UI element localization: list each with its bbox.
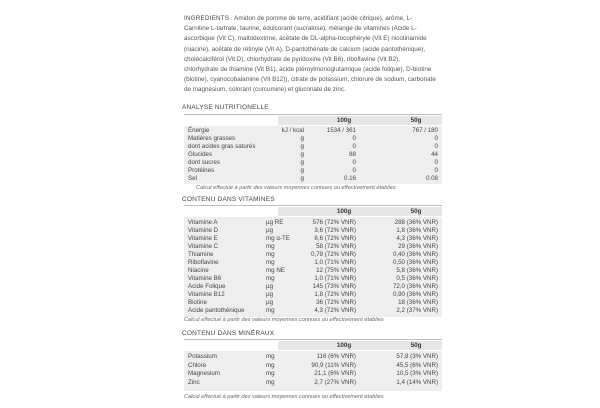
ingredients-line: (acide pantothénique), cholécalciférol (Vit D), chlorhydrate de pyridoxine (Vit B6), <box>184 45 426 63</box>
minerals-row <box>184 379 442 387</box>
vitamins-cell-v2: 18 (36% VNR) <box>398 299 438 306</box>
minerals-table <box>184 339 442 405</box>
vitamins-row <box>184 283 442 291</box>
vitamins-cell-v2: 0,5 (36% VNR) <box>396 275 438 282</box>
vitamins-cell-v1: 12 (75% VNR) <box>316 267 356 274</box>
vitamins-row <box>184 259 442 267</box>
vitamins-cell-unit: mg NE <box>266 267 285 274</box>
vitamins-cell-name: Niacine <box>188 267 209 274</box>
minerals-cell-v1: 21,1 (6% VNR) <box>314 370 356 377</box>
vitamins-cell-v1: 1,0 (71% VNR) <box>314 259 356 266</box>
nutrition-row <box>184 135 442 143</box>
nutrition-cell-v1: 0 <box>352 143 356 150</box>
vitamins-cell-unit: mg <box>266 259 275 266</box>
nutrition-cell-v1: 88 <box>349 151 356 158</box>
vitamins-cell-name: Vitamine D <box>188 227 219 234</box>
vitamins-cell-unit: µg RE <box>266 219 284 226</box>
ingredients-label: INGREDIENTS <box>184 15 230 22</box>
vitamins-cell-v1: 576 (72% VNR) <box>312 219 356 226</box>
vitamins-row <box>184 267 442 275</box>
vitamins-cell-v2: 72,0 (36% VNR) <box>392 283 438 290</box>
nutrition-row <box>184 159 442 167</box>
nutrition-cell-v2: 0 <box>434 143 438 150</box>
vitamins-cell-unit: mg <box>266 243 275 250</box>
vitamins-cell-unit: µg <box>266 283 274 290</box>
vitamins-cell-v1: 36 (72% VNR) <box>316 299 356 306</box>
minerals-note: Calcul effectué à partir des valeurs moyennes connues ou effectivement établies <box>184 394 384 400</box>
vitamins-cell-v2: 0,40 (36% VNR) <box>392 251 438 258</box>
vitamins-cell-name: Vitamine B6 <box>188 275 222 282</box>
minerals-cell-name: Magnesium <box>188 370 220 377</box>
nutrition-cell-unit: g <box>300 175 304 182</box>
vitamins-cell-name: Vitamine C <box>188 243 219 250</box>
nutrition-row <box>184 151 442 159</box>
vitamins-cell-v2: 2,2 (37% VNR) <box>396 307 438 314</box>
nutrition-table <box>184 114 442 196</box>
vitamins-cell-name: Riboflavine <box>188 259 219 266</box>
minerals-cell-unit: mg <box>266 378 275 386</box>
vitamins-cell-unit: µg <box>266 299 274 306</box>
minerals-cell-unit: mg <box>266 361 275 369</box>
minerals-cell-v2: 45,5 (6% VNR) <box>396 361 438 369</box>
vitamins-cell-unit: mg α-TE <box>266 235 290 242</box>
vitamins-cell-name: Biotine <box>188 299 207 306</box>
vitamins-cell-unit: µg <box>266 227 274 234</box>
vitamins-cell-unit: µg <box>266 291 274 298</box>
nutrition-cell-name: Glucides <box>188 151 213 158</box>
nutrition-note: Calcul effectué à partir des valeurs moyennes connues ou effectivement établies <box>196 185 396 191</box>
vitamins-row <box>184 235 442 243</box>
vitamins-cell-v2: 1,8 (36% VNR) <box>396 227 438 234</box>
vitamins-col-100g: 100g <box>336 208 352 215</box>
nutrition-row <box>184 127 442 135</box>
minerals-cell-v2: 10,5 (3% VNR) <box>396 370 438 377</box>
nutrition-cell-unit: kJ / kcal <box>281 127 304 134</box>
minerals-row <box>184 362 442 370</box>
ingredients-text <box>184 14 436 96</box>
nutrition-cell-v2: 0 <box>434 159 438 166</box>
nutrition-cell-v1: 0.16 <box>343 175 356 182</box>
vitamins-cell-v2: 29 (36% VNR) <box>398 243 438 250</box>
ingredients-line: riboflavine (Vit B2), chlorhydrate de thiamine (Vit B1), acide ptéroylmonoglutamique <box>184 55 400 74</box>
nutrition-cell-name: dont sucres <box>188 159 220 166</box>
nutrition-row <box>184 175 442 183</box>
ingredients-line: nicotinamide (niacine), acétate de rétinyle (Vit A), D-pantothénate de calcium <box>184 35 427 53</box>
nutrition-cell-v2: 0.08 <box>425 175 438 182</box>
nutrition-cell-name: Protéines <box>188 167 215 174</box>
vitamins-cell-unit: mg <box>266 275 275 282</box>
vitamins-cell-name: Vitamine A <box>188 219 218 226</box>
ingredients-line: Carnitine L-tartrate, taurine, édulcorant (sucralose), mélange de vitamines (Acide L- <box>184 25 417 33</box>
vitamins-cell-v2: 0,90 (36% VNR) <box>392 291 438 298</box>
vitamins-row <box>184 243 442 251</box>
minerals-row <box>184 353 442 361</box>
vitamins-cell-name: Acide pantothénique <box>188 307 245 314</box>
ingredients-line: de zinc. <box>324 86 346 94</box>
nutrition-col-50g: 50g <box>410 117 422 124</box>
vitamins-cell-name: Thiamine <box>188 251 214 258</box>
vitamins-cell-name: Vitamine E <box>188 235 218 242</box>
nutrition-cell-name: Énergie <box>188 127 210 134</box>
minerals-cell-v2: 57,8 (3% VNR) <box>396 353 438 360</box>
vitamins-note: Calcul effectué à partir des valeurs moyennes connues ou effectivement établies <box>184 317 384 323</box>
ingredients-line: (acide folique), D-biotine (biotine), cyanocobalamine (Vit B12)), citrate de potassium, <box>184 66 432 84</box>
minerals-cell-unit: mg <box>266 353 275 360</box>
minerals-cell-name: Zinc <box>188 378 200 386</box>
minerals-col-100g: 100g <box>336 342 352 349</box>
vitamins-row <box>184 251 442 259</box>
vitamins-cell-name: Vitamine B12 <box>188 291 225 298</box>
nutrition-cell-v1: 0 <box>352 167 356 174</box>
vitamins-row <box>184 307 442 315</box>
minerals-row <box>184 370 442 378</box>
nutrition-row <box>184 143 442 151</box>
vitamins-title: CONTENU DANS VITAMINES <box>182 196 275 203</box>
nutrition-cell-unit: g <box>300 151 304 158</box>
nutrition-cell-v1: 1534 / 361 <box>326 127 356 134</box>
vitamins-row <box>184 219 442 227</box>
nutrition-cell-name: dont acides gras saturés <box>188 143 256 150</box>
nutrition-title: ANALYSE NUTRITIONELLE <box>182 104 269 111</box>
minerals-col-50g: 50g <box>410 342 422 349</box>
vitamins-col-50g: 50g <box>410 208 422 215</box>
vitamins-cell-v2: 0,50 (36% VNR) <box>392 259 438 266</box>
vitamins-cell-v1: 8,6 (72% VNR) <box>314 235 356 242</box>
nutrition-row <box>184 167 442 175</box>
minerals-cell-v2: 1,4 (14% VNR) <box>396 378 438 386</box>
ingredients-line: ascorbique (Vit C), maltodextrine, acétate de DL-alpha-tocophéryle (Vit E) <box>184 35 390 43</box>
vitamins-cell-unit: mg <box>266 251 275 258</box>
vitamins-table <box>184 205 442 325</box>
nutrition-cell-v2: 0 <box>434 135 438 142</box>
vitamins-cell-v1: 0,79 (72% VNR) <box>310 251 356 258</box>
minerals-cell-v1: 90,9 (11% VNR) <box>311 361 356 369</box>
vitamins-cell-v2: 288 (36% VNR) <box>394 219 438 226</box>
minerals-cell-v1: 116 (6% VNR) <box>316 353 356 360</box>
nutrition-cell-name: Matières grasses <box>188 135 236 142</box>
nutrition-col-100g: 100g <box>336 117 352 124</box>
vitamins-cell-v2: 4,3 (36% VNR) <box>396 235 438 242</box>
nutrition-cell-v1: 0 <box>352 159 356 166</box>
nutrition-cell-v2: 767 / 180 <box>412 127 438 134</box>
nutrition-cell-unit: g <box>300 167 304 174</box>
nutrition-cell-v2: 0 <box>434 167 438 174</box>
ingredients-line: Amidon de pomme de terre, acidifiant (acide citrique), arôme, L- <box>234 15 413 22</box>
nutrition-cell-v1: 0 <box>352 135 356 142</box>
minerals-cell-name: Chlore <box>188 361 207 369</box>
vitamins-cell-v2: 5,8 (36% VNR) <box>396 267 438 274</box>
vitamins-cell-v1: 1,8 (72% VNR) <box>314 291 356 298</box>
vitamins-row <box>184 299 442 307</box>
minerals-cell-unit: mg <box>266 370 275 377</box>
nutrition-cell-unit: g <box>300 143 304 150</box>
vitamins-row <box>184 275 442 283</box>
vitamins-cell-v1: 3,6 (72% VNR) <box>314 227 356 234</box>
minerals-title: CONTENU DANS MINÉRAUX <box>182 330 275 337</box>
vitamins-cell-v1: 58 (72% VNR) <box>316 243 356 250</box>
vitamins-row <box>184 227 442 235</box>
nutrition-cell-unit: g <box>300 159 304 166</box>
vitamins-cell-name: Acide Folique <box>188 283 226 290</box>
vitamins-cell-unit: mg <box>266 307 275 314</box>
nutrition-cell-unit: g <box>300 135 304 142</box>
nutrition-cell-v2: 44 <box>431 151 438 158</box>
minerals-cell-v1: 2,7 (27% VNR) <box>314 378 356 386</box>
vitamins-cell-v1: 145 (73% VNR) <box>312 283 356 290</box>
ingredients-line: chlorure de sodium, carbonate de magnésium, colorant (curcumine) et gluconate <box>184 76 436 94</box>
minerals-cell-name: Potassium <box>188 353 217 360</box>
vitamins-cell-v1: 1,0 (71% VNR) <box>314 275 356 282</box>
vitamins-cell-v1: 4,3 (72% VNR) <box>314 307 356 314</box>
nutrition-cell-name: Sel <box>188 175 197 182</box>
vitamins-row <box>184 291 442 299</box>
